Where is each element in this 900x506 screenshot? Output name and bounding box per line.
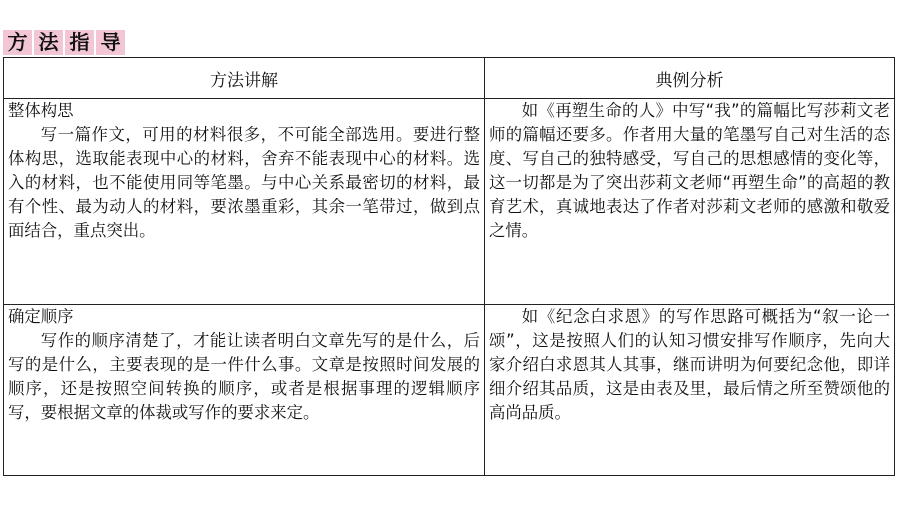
method-heading: 确定顺序 [8,307,74,326]
section-title-char: 指 [65,30,94,55]
section-title-char: 导 [96,30,125,55]
example-text: 如《再塑生命的人》中写“我”的篇幅比写莎莉文老师的篇幅还要多。作者用大量的笔墨写自己对生活的态度、写自己的独特感受，写自己的思想感情的变化等，这一切都是为了突出莎莉文老师“再塑生命”的高超的教育艺术，真诚地表达了作者对莎莉文老师的感激和敬爱之情。 [489,101,890,240]
header-example: 典例分析 [485,58,895,99]
table-row [4,99,895,305]
table-header-row [4,58,895,99]
method-heading: 整体构思 [8,101,74,120]
section-title-char: 方 [3,30,32,55]
example-cell [485,305,895,476]
header-method: 方法讲解 [4,58,485,99]
example-text: 如《纪念白求恩》的写作思路可概括为“叙一论一颂”，这是按照人们的认知习惯安排写作顺序，先向大家介绍白求恩其人其事，继而讲明为何要纪念他，即详细介绍其品质，这是由表及里，最后情之所至赞颂他的高尚品质。 [489,307,890,422]
table-row [4,305,895,476]
method-cell [4,99,485,305]
method-text: 写一篇作文，可用的材料很多，不可能全部选用。要进行整体构思，选取能表现中心的材料，舍弃不能表现中心的材料。选入的材料，也不能使用同等笔墨。与中心关系最密切的材料，最有个性、最为动人的材料，要浓墨重彩，其余一笔带过，做到点面结合，重点突出。 [8,125,480,240]
method-guide-table [3,57,895,476]
example-cell [485,99,895,305]
method-cell [4,305,485,476]
method-text: 写作的顺序清楚了，才能让读者明白文章先写的是什么，后写的是什么，主要表现的是一件什么事。文章是按照时间发展的顺序，还是按照空间转换的顺序，或者是根据事理的逻辑顺序写，要根据文章的体裁或写作的要求来定。 [8,331,480,422]
section-title-char: 法 [34,30,63,55]
section-title [3,30,125,55]
